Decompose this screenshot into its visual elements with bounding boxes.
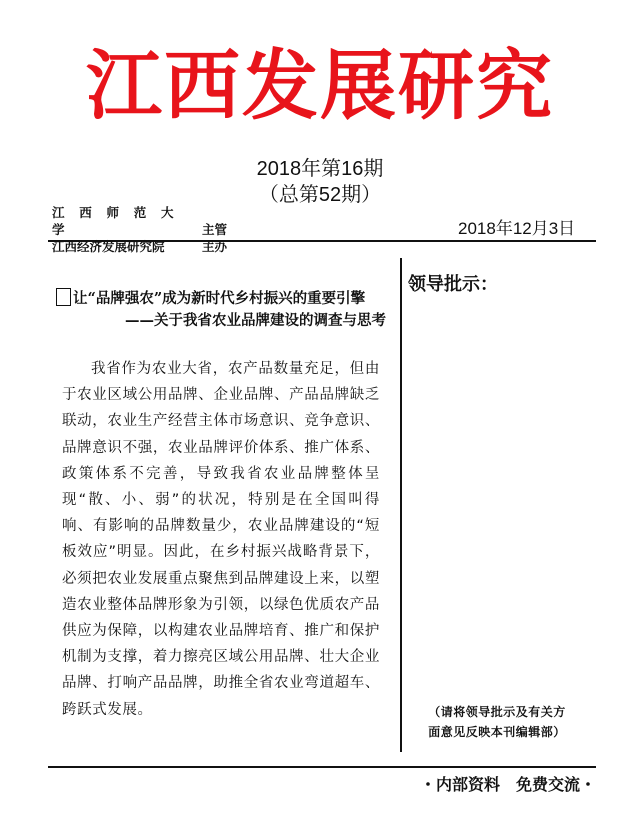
- note-line: （请将领导批示及有关方: [428, 705, 566, 719]
- article-title-text: 让“品牌强农”成为新时代乡村振兴的重要引擎: [73, 290, 366, 307]
- sponsor-name: 江西经济发展研究院: [52, 239, 165, 254]
- checkbox-square-icon: [56, 288, 71, 306]
- issue-info: [0, 156, 640, 208]
- article-body: 我省作为农业大省，农产品数量充足，但由于农业区域公用品牌、企业品牌、产品品牌缺乏联动，农业生产经营主体市场意识、竞争意识、品牌意识不强，农业品牌评价体系、推广体系、政策体系不完善，导致我省农业品牌整体呈现“散、小、弱”的状况，特别是在全国叫得响、有影响的品牌数量少，农业品牌建设的“短板效应”明显。因此，在乡村振兴战略背景下，必须把农业发展重点聚焦到品牌建设上来，以塑造农业整体品牌形象为引领，以绿色优质农产品供应为保障，以构建农业品牌培育、推广和保护机制为支撑，着力擦亮区域公用品牌、壮大企业品牌、打响产品品牌，助推全省农业弯道超车、跨跃式发展。: [62, 361, 380, 718]
- sponsor-role: 主办: [202, 239, 228, 254]
- leader-instructions-note: [404, 702, 590, 742]
- footer-internal-material: ・内部资料: [419, 775, 500, 794]
- leader-instructions-label: 领导批示：: [408, 274, 498, 295]
- sponsor-row-supervisor: [52, 204, 227, 238]
- top-divider: [48, 240, 596, 242]
- column-divider: [400, 258, 402, 752]
- footer: [396, 772, 596, 795]
- issue-total-number: （总第52期）: [258, 184, 382, 206]
- publication-date: 2018年12月3日: [458, 219, 576, 238]
- note-line: 面意见反映本刊编辑部）: [428, 725, 566, 739]
- masthead-title: 江西发展研究: [86, 41, 554, 130]
- issue-number: 2018年第16期: [256, 158, 384, 180]
- article-subtitle: ——关于我省农业品牌建设的调查与思考: [125, 312, 386, 329]
- sponsors-block: [52, 204, 227, 255]
- bottom-divider: [48, 766, 596, 768]
- sponsor-name: 江 西 师 范 大 学: [52, 205, 179, 237]
- footer-free-exchange: 免费交流・: [515, 775, 596, 794]
- article-title: [56, 288, 396, 310]
- sponsor-role: 主管: [202, 222, 228, 237]
